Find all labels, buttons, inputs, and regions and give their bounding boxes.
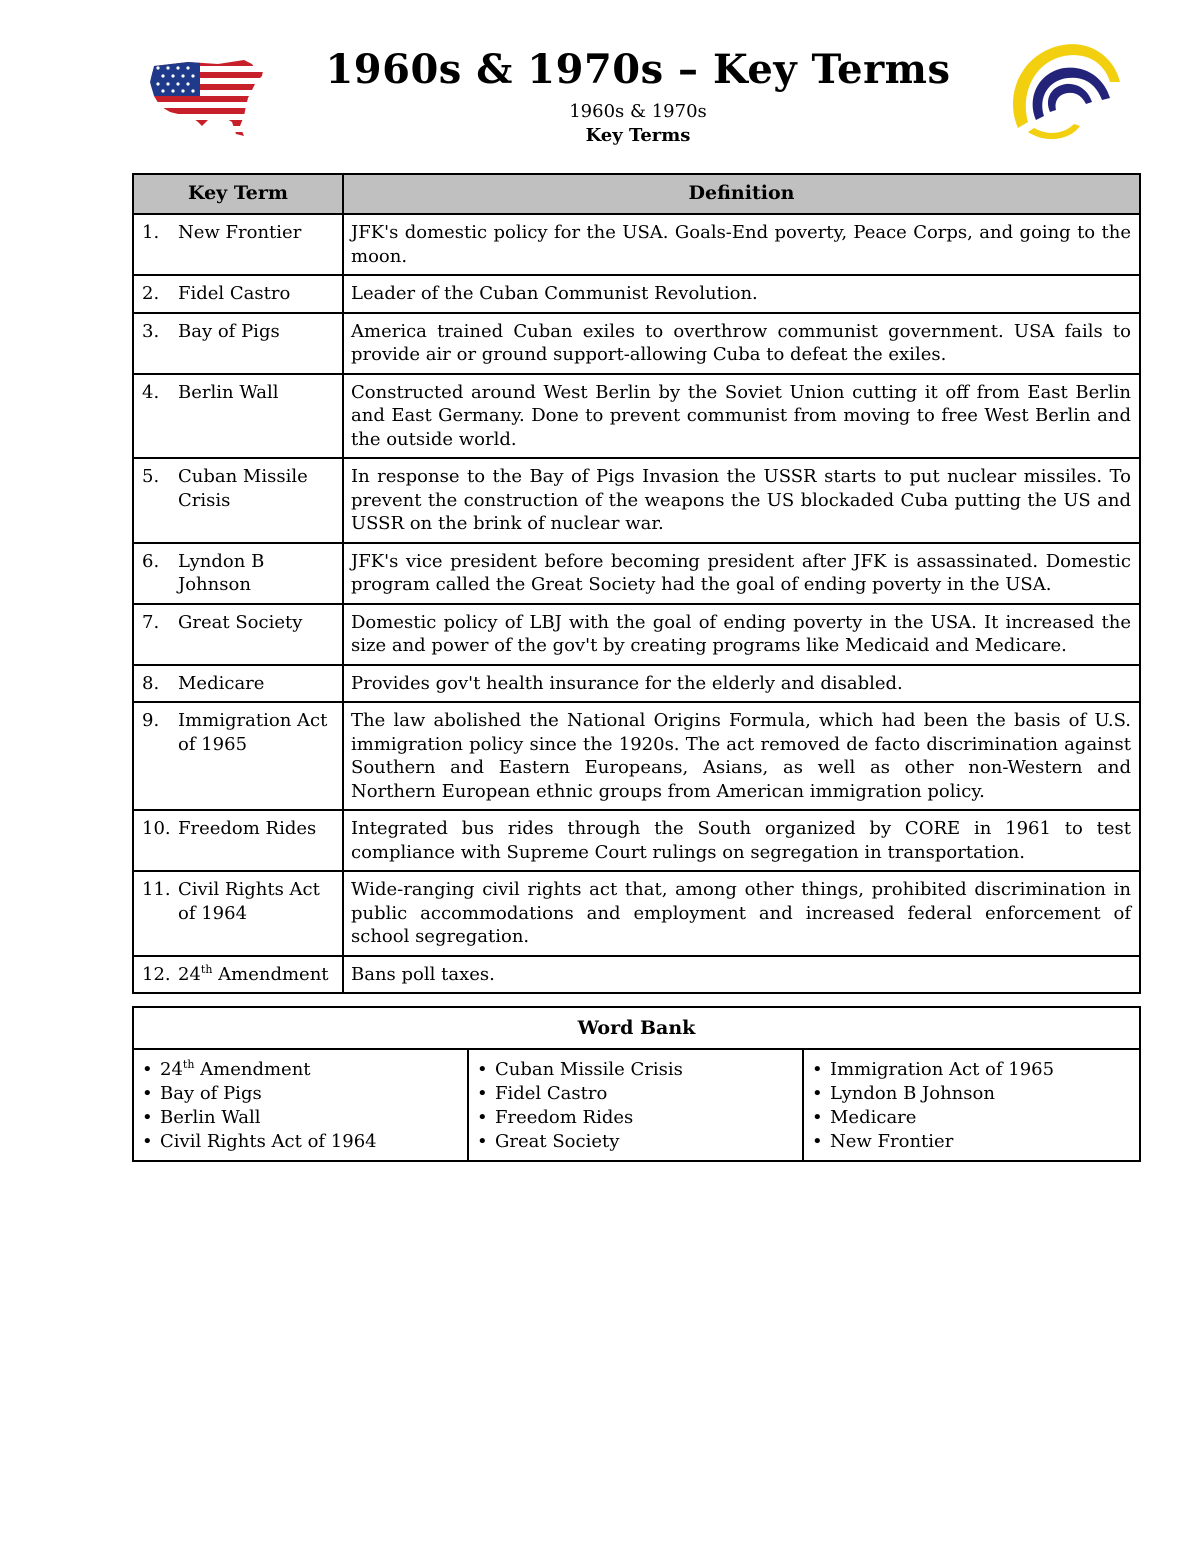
term-name: Cuban Missile Crisis <box>178 466 308 511</box>
bullet-icon: • <box>142 1083 153 1104</box>
term-name: Great Society <box>178 611 303 633</box>
list-item: • Lyndon B Johnson <box>812 1083 995 1104</box>
bullet-icon: • <box>477 1107 488 1128</box>
table-row <box>133 374 1140 459</box>
term-number: 3. <box>142 320 160 342</box>
table-row <box>133 956 1140 994</box>
term-number: 12. <box>142 963 171 985</box>
term-definition: Provides gov't health insurance for the elderly and disabled. <box>343 665 1140 703</box>
term-definition: JFK's domestic policy for the USA. Goals-End poverty, Peace Corps, and going to the moon. <box>343 214 1140 275</box>
term-definition: The law abolished the National Origins Formula, which had been the basis of U.S. immigration policy since the 1920s. The act removed de facto discrimination against Southern and Eastern Europeans, Asians, as well as other non-Western and Northern European ethnic groups from American immigration policy. <box>343 702 1140 810</box>
term-definition: In response to the Bay of Pigs Invasion the USSR starts to put nuclear missiles. To prevent the construction of the weapons the US blockaded Cuba putting the US and USSR on the brink of nuclear war. <box>343 458 1140 543</box>
page-subtitle-bold: Key Terms <box>585 125 691 146</box>
list-item: • Fidel Castro <box>477 1083 608 1104</box>
table-row <box>133 665 1140 703</box>
table-row <box>133 871 1140 956</box>
table-row <box>133 702 1140 810</box>
column-header-definition: Definition <box>343 174 1140 214</box>
page-title: 1960s & 1970s – Key Terms <box>325 46 951 93</box>
term-definition: Constructed around West Berlin by the Soviet Union cutting it off from East Berlin and East Germany. Done to prevent communist from moving to free West Berlin and the outside world. <box>343 374 1140 459</box>
table-row <box>133 214 1140 275</box>
word-bank-column-2 <box>468 1049 803 1161</box>
page-subtitle: 1960s & 1970s <box>569 101 707 122</box>
list-item: • Freedom Rides <box>477 1107 634 1128</box>
table-row <box>133 313 1140 374</box>
list-item: • Great Society <box>477 1131 620 1152</box>
bullet-icon: • <box>477 1131 488 1152</box>
term-name: Bay of Pigs <box>178 320 280 342</box>
term-number: 8. <box>142 672 160 694</box>
table-row <box>133 810 1140 871</box>
bullet-icon: • <box>142 1131 153 1152</box>
word-bank-column-1 <box>133 1049 468 1161</box>
term-definition: JFK's vice president before becoming president after JFK is assassinated. Domestic program called the Great Society had the goal of ending poverty in the USA. <box>343 543 1140 604</box>
term-name: New Frontier <box>178 222 302 243</box>
word-bank-title: Word Bank <box>133 1007 1140 1049</box>
term-name: Freedom Rides <box>178 818 317 839</box>
key-terms-table <box>132 173 1141 994</box>
term-definition: Wide-ranging civil rights act that, among other things, prohibited discrimination in public accommodations and employment and increased federal enforcement of school segregation. <box>343 871 1140 956</box>
list-item: • Immigration Act of 1965 <box>812 1059 1055 1080</box>
term-definition: Integrated bus rides through the South organized by CORE in 1961 to test compliance with Supreme Court rulings on segregation in transportation. <box>343 810 1140 871</box>
table-header-row <box>133 174 1140 214</box>
word-bank-column-3 <box>803 1049 1140 1161</box>
list-item: • Cuban Missile Crisis <box>477 1059 683 1080</box>
table-row <box>133 604 1140 665</box>
table-row <box>133 543 1140 604</box>
list-item: • Civil Rights Act of 1964 <box>142 1131 377 1152</box>
list-item: • Berlin Wall <box>142 1107 261 1128</box>
bullet-icon: • <box>142 1107 153 1128</box>
term-number: 5. <box>142 466 160 487</box>
list-item: • 24th Amendment <box>142 1058 311 1080</box>
table-row <box>133 275 1140 313</box>
term-name: Medicare <box>178 672 265 694</box>
term-number: 6. <box>142 550 160 572</box>
word-bank <box>132 1006 1141 1162</box>
term-definition: Domestic policy of LBJ with the goal of ending poverty in the USA. It increased the size and power of the gov't by creating programs like Medicaid and Medicare. <box>343 604 1140 665</box>
bullet-icon: • <box>812 1059 823 1080</box>
term-name: Fidel Castro <box>178 283 291 304</box>
bullet-icon: • <box>477 1083 488 1104</box>
term-name: Immigration Act of 1965 <box>178 710 328 755</box>
us-map-flag-icon <box>148 56 266 138</box>
term-name: Berlin Wall <box>178 381 279 403</box>
list-item: • Bay of Pigs <box>142 1083 262 1104</box>
term-definition: Bans poll taxes. <box>343 956 1140 994</box>
table-row <box>133 458 1140 543</box>
bullet-icon: • <box>477 1059 488 1080</box>
term-number: 1. <box>142 222 160 243</box>
title-block <box>280 46 996 148</box>
term-definition: America trained Cuban exiles to overthrow communist government. USA fails to provide air or ground support-allowing Cuba to defeat the exiles. <box>343 313 1140 374</box>
term-number: 11. <box>142 879 171 900</box>
swirl-logo-icon <box>1006 40 1124 148</box>
term-number: 2. <box>142 283 160 304</box>
term-number: 7. <box>142 611 160 633</box>
list-item: • New Frontier <box>812 1131 954 1152</box>
term-name: Civil Rights Act of 1964 <box>178 879 320 924</box>
term-definition: Leader of the Cuban Communist Revolution. <box>343 275 1140 313</box>
term-number: 9. <box>142 710 160 731</box>
bullet-icon: • <box>142 1059 153 1080</box>
term-name: Lyndon B Johnson <box>178 550 265 595</box>
bullet-icon: • <box>812 1083 823 1104</box>
term-name: 24th Amendment <box>178 962 329 985</box>
bullet-icon: • <box>812 1107 823 1128</box>
page-header <box>0 40 1200 160</box>
bullet-icon: • <box>812 1131 823 1152</box>
term-number: 10. <box>142 818 171 839</box>
term-number: 4. <box>142 381 160 403</box>
list-item: • Medicare <box>812 1107 917 1128</box>
column-header-term: Key Term <box>133 174 343 214</box>
